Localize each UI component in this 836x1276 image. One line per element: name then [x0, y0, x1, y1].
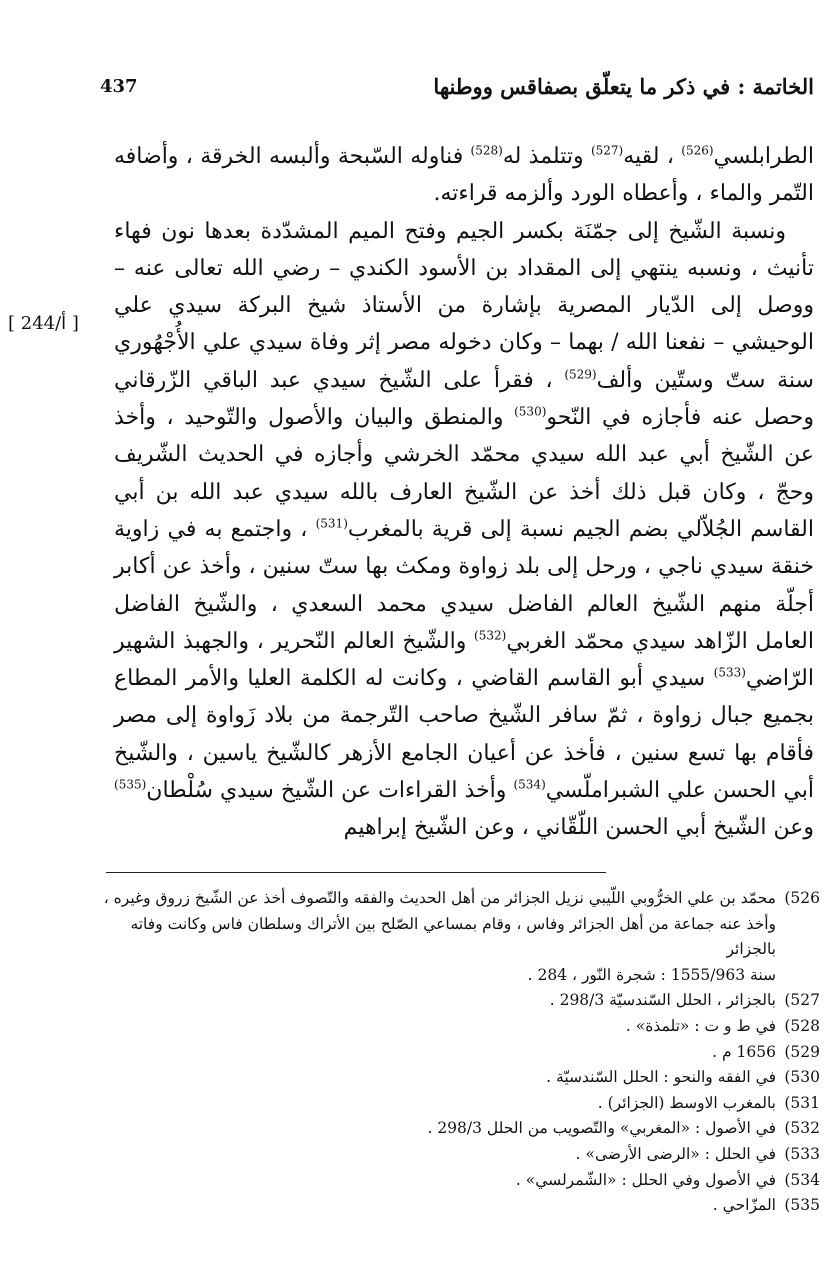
footnote-text: [100, 1065, 776, 1091]
footnote-line: محمّد بن علي الخرُّوبي اللّيبي نزيل الجزائر من أهل الحديث والفقه والتّصوف أخذ عن الشّيخ زروق وغيره ،: [103, 889, 776, 907]
body-text-run: والمنطق والبيان والأصول والتّوحيد ، وأخذ عن الشّيخ أبي عبد الله سيدي محمّد الخرشي وأجازه في الحديث الشّريف وحجّ ، وكان قبل ذلك أخذ عن الشّيخ العارف بالله سيدي عبد الله بن أبي القاسم الجُلاّلي بضم الجيم نسبة إلى قرية بالمغرب: [114, 405, 814, 542]
footnote-reference[interactable]: (531): [315, 516, 348, 531]
footnote-text: [100, 1116, 776, 1142]
footnotes: [100, 886, 820, 1219]
footnote-number: (527: [784, 991, 820, 1010]
footnote-item: [100, 1040, 820, 1066]
footnote-text: [100, 1142, 776, 1168]
footnote-reference[interactable]: (533): [713, 665, 746, 680]
footnote-number: (528: [784, 1016, 820, 1035]
footnote-number: (533: [784, 1144, 820, 1163]
footnote-line: بالمغرب الاوسط (الجزائر) .: [597, 1093, 776, 1112]
footnote-item: [100, 1014, 820, 1040]
footnote-item: [100, 1193, 820, 1219]
body-text-run: وأخذ القراءات عن الشّيخ سيدي سُلْطان: [146, 778, 514, 804]
body-text-run: ، فقرأ على الشّيخ سيدي عبد الباقي الزّرقاني وحصل عنه فأجازه في النّحو: [114, 367, 814, 431]
footnote-number: (530: [784, 1068, 820, 1087]
footnote-number: (535: [784, 1196, 820, 1215]
body-text-run: فناوله السّبحة وألبسه الخرقة ، وأضافه التّمر والماء ، وأعطاه الورد وألزمه قراءته.: [114, 144, 814, 207]
running-header: الخاتمة : في ذكر ما يتعلّق بصفاقس ووطنها: [433, 74, 814, 99]
body-text-run: ، لقيه: [623, 144, 682, 169]
footnote-item: [100, 1091, 820, 1117]
footnote-item: [100, 1116, 820, 1142]
body-text: [114, 138, 814, 847]
footnote-number: (531: [784, 1093, 820, 1112]
footnote-line: بالجزائر ، الحلل السّندسيّة 298/3 .: [549, 991, 776, 1010]
footnote-item: [100, 886, 820, 988]
footnote-line: في ط و ت : «تلمذة» .: [625, 1016, 776, 1035]
footnote-text: [100, 1168, 776, 1194]
footnote-line: في الفقه والنحو : الحلل السّندسيّة .: [546, 1068, 776, 1087]
footnote-line: المزّاحي .: [712, 1196, 776, 1215]
footnote-reference[interactable]: (529): [564, 367, 597, 382]
footnote-text: [100, 886, 776, 988]
footnote-line: في الأصول وفي الحلل : «الشّمرلسي» .: [515, 1170, 776, 1189]
footnote-number: (534: [784, 1170, 820, 1189]
footnote-reference[interactable]: (530): [514, 404, 547, 419]
footnote-reference[interactable]: (528): [470, 143, 503, 158]
body-text-run: ونسبة الشّيخ إلى جمّنَة بكسر الجيم وفتح الميم المشدّدة بعدها نون فهاء تأنيث ، ونسبه ينتهي إلى المقداد بن الأسود الكندي – رضي الله تعالى عنه – ووصل إلى الدّيار المصرية بإشارة من الأستاذ شيخ البركة سيدي علي الوحيشي – نفعنا الله / بهما – وكان دخوله مصر إثر وفاة سيدي علي الأُجْهُوري سنة ستّ وستّين وألف: [114, 218, 814, 393]
footnote-item: [100, 1142, 820, 1168]
body-text-run: والشّيخ العالم النّحرير ، والجهبذ الشهير الرّاضي: [114, 628, 814, 692]
footnote-line: وأخذ عنه جماعة من أهل الجزائر وفاس ، وقام بمساعي الصّلح بين الأتراك وسلطان فاس وكانت وفاته بالجزائر: [130, 914, 776, 959]
footnote-number: (532: [784, 1119, 820, 1138]
footnote-text: [100, 1040, 776, 1066]
margin-folio-note: [ 244/أ ]: [8, 313, 79, 334]
footnote-line: في الأصول : «المغربي» والتّصويب من الحلل 298/3 .: [427, 1119, 776, 1138]
footnote-text: [100, 988, 776, 1014]
footnote-line: 1656 م .: [712, 1042, 776, 1061]
footnote-item: [100, 988, 820, 1014]
body-paragraph: [114, 213, 814, 847]
footnote-divider: [106, 872, 606, 873]
page-number: 437: [100, 76, 138, 97]
footnote-reference[interactable]: (535): [114, 777, 147, 792]
body-text-run: الطرابلسي: [713, 144, 815, 169]
body-text-run: سيدي أبو القاسم القاضي ، وكانت له الكلمة العليا والأمر المطاع بجميع جبال زواوة ، ثمّ سافر الشّيخ صاحب التّرجمة من بلاد زَواوة إلى مصر فأقام بها تسع سنين ، فأخذ عن أعيان الجامع الأزهر كالشّيخ ياسين ، والشّيخ أبي الحسن علي الشبراملّسي: [114, 666, 814, 804]
footnote-text: [100, 1091, 776, 1117]
footnote-reference[interactable]: (527): [590, 143, 624, 158]
footnote-item: [100, 1065, 820, 1091]
body-text-run: وعن الشّيخ أبي الحسن اللّقّاني ، وعن الشّيخ إبراهيم: [343, 815, 814, 841]
footnote-text: [100, 1193, 776, 1219]
footnote-number: (526: [784, 889, 820, 907]
footnote-line: سنة 1555/963 : شجرة النّور ، 284 .: [527, 965, 776, 984]
body-paragraph: [114, 138, 814, 213]
footnote-reference[interactable]: (532): [474, 628, 507, 643]
footnote-reference[interactable]: (526): [681, 143, 714, 158]
footnote-number: (529: [784, 1042, 820, 1061]
footnote-line: في الحلل : «الرضى الأرضى» .: [575, 1144, 776, 1163]
body-text-run: وتتلمذ له: [502, 144, 591, 169]
footnote-item: [100, 1168, 820, 1194]
body-text-run: ، واجتمع به في زاوية خنقة سيدي ناجي ، ورحل إلى بلد زواوة ومكث بها ستّ سنين ، وأخذ عن أكابر أجلّة منهم الشّيخ العالم الفاضل سيدي محمد السعدي ، والشّيخ الفاضل العامل الزّاهد سيدي محمّد الغربي: [114, 516, 814, 654]
footnote-text: [100, 1014, 776, 1040]
footnote-reference[interactable]: (534): [513, 777, 546, 792]
